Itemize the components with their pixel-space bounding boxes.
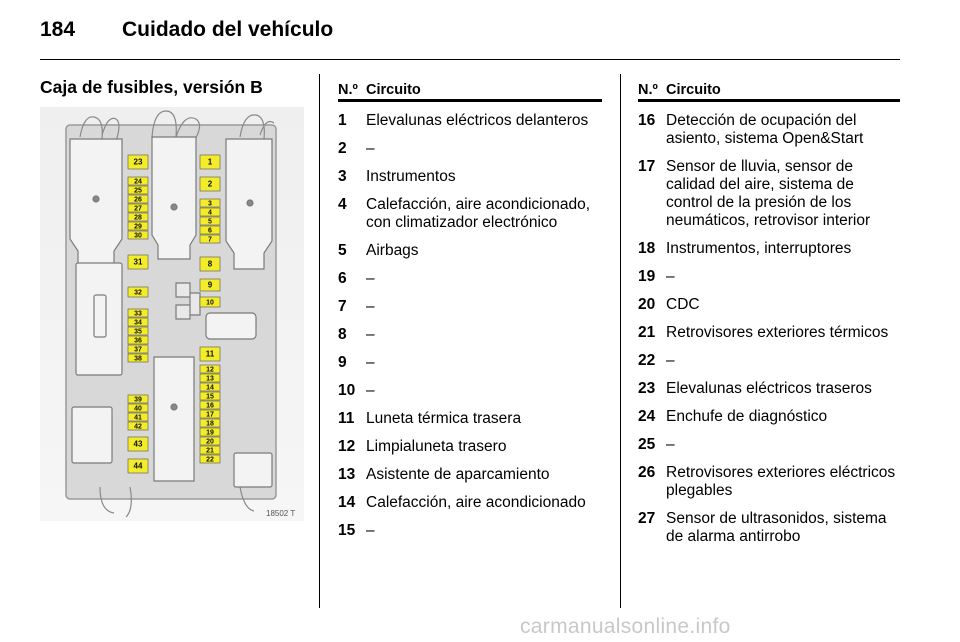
- relay-bottom-center: [154, 357, 194, 481]
- fuse-label: 39: [134, 396, 142, 404]
- table-row: [638, 240, 900, 258]
- table-row: [338, 140, 602, 158]
- table-row: [338, 298, 602, 316]
- table-row: [638, 158, 900, 230]
- column-divider: [319, 74, 320, 608]
- fuse-circuit: CDC: [666, 296, 700, 313]
- fuse-rows-left: [338, 112, 602, 540]
- fuse-number: 22: [638, 352, 656, 369]
- table-row: [638, 510, 900, 546]
- table-row: [338, 112, 602, 130]
- fuse-number: 17: [638, 158, 656, 175]
- table-row: [638, 268, 900, 286]
- fuse-circuit: –: [666, 352, 675, 369]
- fuse-label: 5: [208, 218, 212, 226]
- fuse-table-right: [638, 80, 900, 546]
- fuse-number: 3: [338, 168, 347, 185]
- fuse-label: 12: [206, 366, 214, 374]
- fuse-label: 24: [134, 178, 142, 186]
- fuse-number: 15: [338, 522, 356, 539]
- fuse-circuit: Detección de ocupación del asiento, sistema Open&Start: [666, 112, 864, 147]
- fuse-number: 20: [638, 296, 656, 313]
- fuse-label: 44: [133, 461, 143, 471]
- fuse-label: 28: [134, 214, 142, 222]
- fuse-number: 9: [338, 354, 347, 371]
- fuse-box-diagram: [40, 107, 304, 521]
- watermark: carmanualsonline.info: [520, 615, 731, 638]
- fuse-number: 7: [338, 298, 347, 315]
- fuse-label: 3: [208, 200, 212, 208]
- fuse-label: 35: [134, 328, 142, 336]
- table-row: [338, 168, 602, 186]
- fuse-label: 15: [206, 393, 214, 401]
- table-row: [338, 326, 602, 344]
- fuse-circuit: Elevalunas eléctricos delanteros: [366, 112, 589, 129]
- fuse-label: 29: [134, 223, 142, 231]
- header-rule: [40, 59, 900, 60]
- diagram-code: 18502 T: [266, 509, 296, 518]
- table-row: [638, 408, 900, 426]
- connector-block-right: [234, 453, 272, 487]
- fuse-label: 41: [134, 414, 142, 422]
- fuse-label: 16: [206, 402, 214, 410]
- fuse-label: 34: [134, 319, 142, 327]
- fuse-number: 1: [338, 112, 347, 129]
- table-row: [638, 324, 900, 342]
- fuse-label: 4: [208, 209, 212, 217]
- fuse-label: 14: [206, 384, 214, 392]
- section-title: Caja de fusibles, versión B: [40, 77, 263, 97]
- fuse-label: 37: [134, 346, 142, 354]
- table-row: [338, 354, 602, 372]
- fuse-circuit: –: [366, 298, 375, 315]
- fuse-label: 19: [206, 429, 214, 437]
- fuse-number: 8: [338, 326, 347, 343]
- table-header: [338, 80, 602, 102]
- fuse-label: 17: [206, 411, 214, 419]
- fuse-circuit: –: [366, 326, 375, 343]
- fuse-label: 23: [133, 157, 143, 167]
- fuse-number: 13: [338, 466, 356, 483]
- fuse-label: 2: [207, 179, 213, 189]
- fuse-number: 11: [338, 410, 355, 427]
- fuse-label: 27: [134, 205, 142, 213]
- fuse-number: 26: [638, 464, 656, 481]
- fuse-circuit: Sensor de lluvia, sensor de calidad del aire, sistema de control de la presión de los neumáticos, retrovisor interior: [666, 158, 871, 229]
- fuse-number: 10: [338, 382, 356, 399]
- fuse-table-left: [338, 80, 602, 540]
- fuse-label: 32: [134, 289, 142, 297]
- fuse-label: 20: [206, 438, 214, 446]
- page-title: Cuidado del vehículo: [122, 18, 334, 41]
- fuse-label: 38: [134, 355, 142, 363]
- fuse-number: 23: [638, 380, 656, 397]
- relay-right: [226, 139, 272, 269]
- fuse-label: 26: [134, 196, 142, 204]
- fuse-number: 2: [338, 140, 347, 157]
- table-row: [638, 352, 900, 370]
- fuse-number: 14: [338, 494, 356, 511]
- fuse-circuit: –: [666, 436, 675, 453]
- table-row: [338, 270, 602, 288]
- fuse-number: 25: [638, 436, 656, 453]
- table-row: [638, 464, 900, 500]
- fuse-circuit: Calefacción, aire acondicionado: [366, 494, 586, 511]
- fuse-label: 30: [134, 232, 142, 240]
- header-circuit: Circuito: [366, 82, 421, 98]
- fuse-label: 25: [134, 187, 142, 195]
- fuse-circuit: Instrumentos, interruptores: [666, 240, 852, 257]
- fuse-circuit: Asistente de aparcamiento: [366, 466, 550, 483]
- fuse-circuit: Airbags: [366, 242, 419, 259]
- fuse-label: 6: [208, 227, 212, 235]
- table-row: [338, 382, 602, 400]
- fuse-circuit: Calefacción, aire acondicionado, con climatizador electrónico: [366, 196, 591, 231]
- table-row: [338, 242, 602, 260]
- fuse-circuit: Sensor de ultrasonidos, sistema de alarma antirrobo: [666, 510, 887, 545]
- fuse-circuit: Limpialuneta trasero: [366, 438, 507, 455]
- fuse-label: 31: [133, 257, 143, 267]
- fuse-rows-right: [638, 112, 900, 546]
- fuse-number: 5: [338, 242, 347, 259]
- table-row: [338, 522, 602, 540]
- fuse-circuit: Retrovisores exteriores térmicos: [666, 324, 889, 341]
- page-number: 184: [40, 18, 76, 41]
- fuse-label: 10: [206, 299, 214, 307]
- fuse-circuit: –: [366, 382, 375, 399]
- table-row: [338, 410, 602, 428]
- table-row: [638, 380, 900, 398]
- fuse-label: 43: [133, 439, 143, 449]
- relay-left: [70, 139, 122, 269]
- table-row: [338, 466, 602, 484]
- fuse-circuit: Elevalunas eléctricos traseros: [666, 380, 872, 397]
- fuse-number: 16: [638, 112, 656, 129]
- fuse-number: 4: [338, 196, 347, 213]
- fuse-circuit: Enchufe de diagnóstico: [666, 408, 828, 425]
- table-row: [338, 494, 602, 512]
- table-row: [338, 438, 602, 456]
- fuse-column-left: [128, 155, 148, 473]
- fuse-circuit: –: [366, 270, 375, 287]
- header-number: N.º: [638, 82, 658, 98]
- fuse-label: 21: [206, 447, 214, 455]
- fuse-label: 13: [206, 375, 214, 383]
- fuse-number: 24: [638, 408, 656, 425]
- fuse-label: 8: [207, 259, 213, 269]
- fuse-label: 42: [134, 423, 142, 431]
- fuse-number: 27: [638, 510, 656, 527]
- fuse-label: 7: [208, 236, 212, 244]
- column-divider: [620, 74, 621, 608]
- fuse-label: 33: [134, 310, 142, 318]
- fuse-label: 11: [205, 349, 215, 359]
- header-circuit: Circuito: [666, 82, 721, 98]
- fuse-number: 18: [638, 240, 656, 257]
- connector-bar: [206, 313, 256, 339]
- fuse-circuit: Luneta térmica trasera: [366, 410, 522, 427]
- fuse-circuit: –: [366, 140, 375, 157]
- fuse-label: 9: [207, 280, 213, 290]
- fuse-label: 22: [206, 456, 214, 464]
- fuse-label: 40: [134, 405, 142, 413]
- fuse-circuit: Retrovisores exteriores eléctricos plegables: [666, 464, 896, 499]
- fuse-label: 36: [134, 337, 142, 345]
- fuse-circuit: –: [666, 268, 675, 285]
- header-number: N.º: [338, 82, 358, 98]
- relay-center: [152, 137, 196, 259]
- table-row: [338, 196, 602, 232]
- fuse-number: 19: [638, 268, 656, 285]
- table-row: [638, 436, 900, 454]
- table-header: [638, 80, 900, 102]
- fuse-label: 18: [206, 420, 214, 428]
- connector-block-bottom-left: [72, 407, 112, 463]
- fuse-number: 12: [338, 438, 356, 455]
- fuse-number: 21: [638, 324, 656, 341]
- connector-small: [94, 295, 106, 337]
- fuse-number: 6: [338, 270, 347, 287]
- fuse-circuit: –: [366, 354, 375, 371]
- table-row: [638, 112, 900, 148]
- fuse-label: 1: [207, 157, 213, 167]
- fuse-circuit: Instrumentos: [366, 168, 456, 185]
- table-row: [638, 296, 900, 314]
- fuse-circuit: –: [366, 522, 375, 539]
